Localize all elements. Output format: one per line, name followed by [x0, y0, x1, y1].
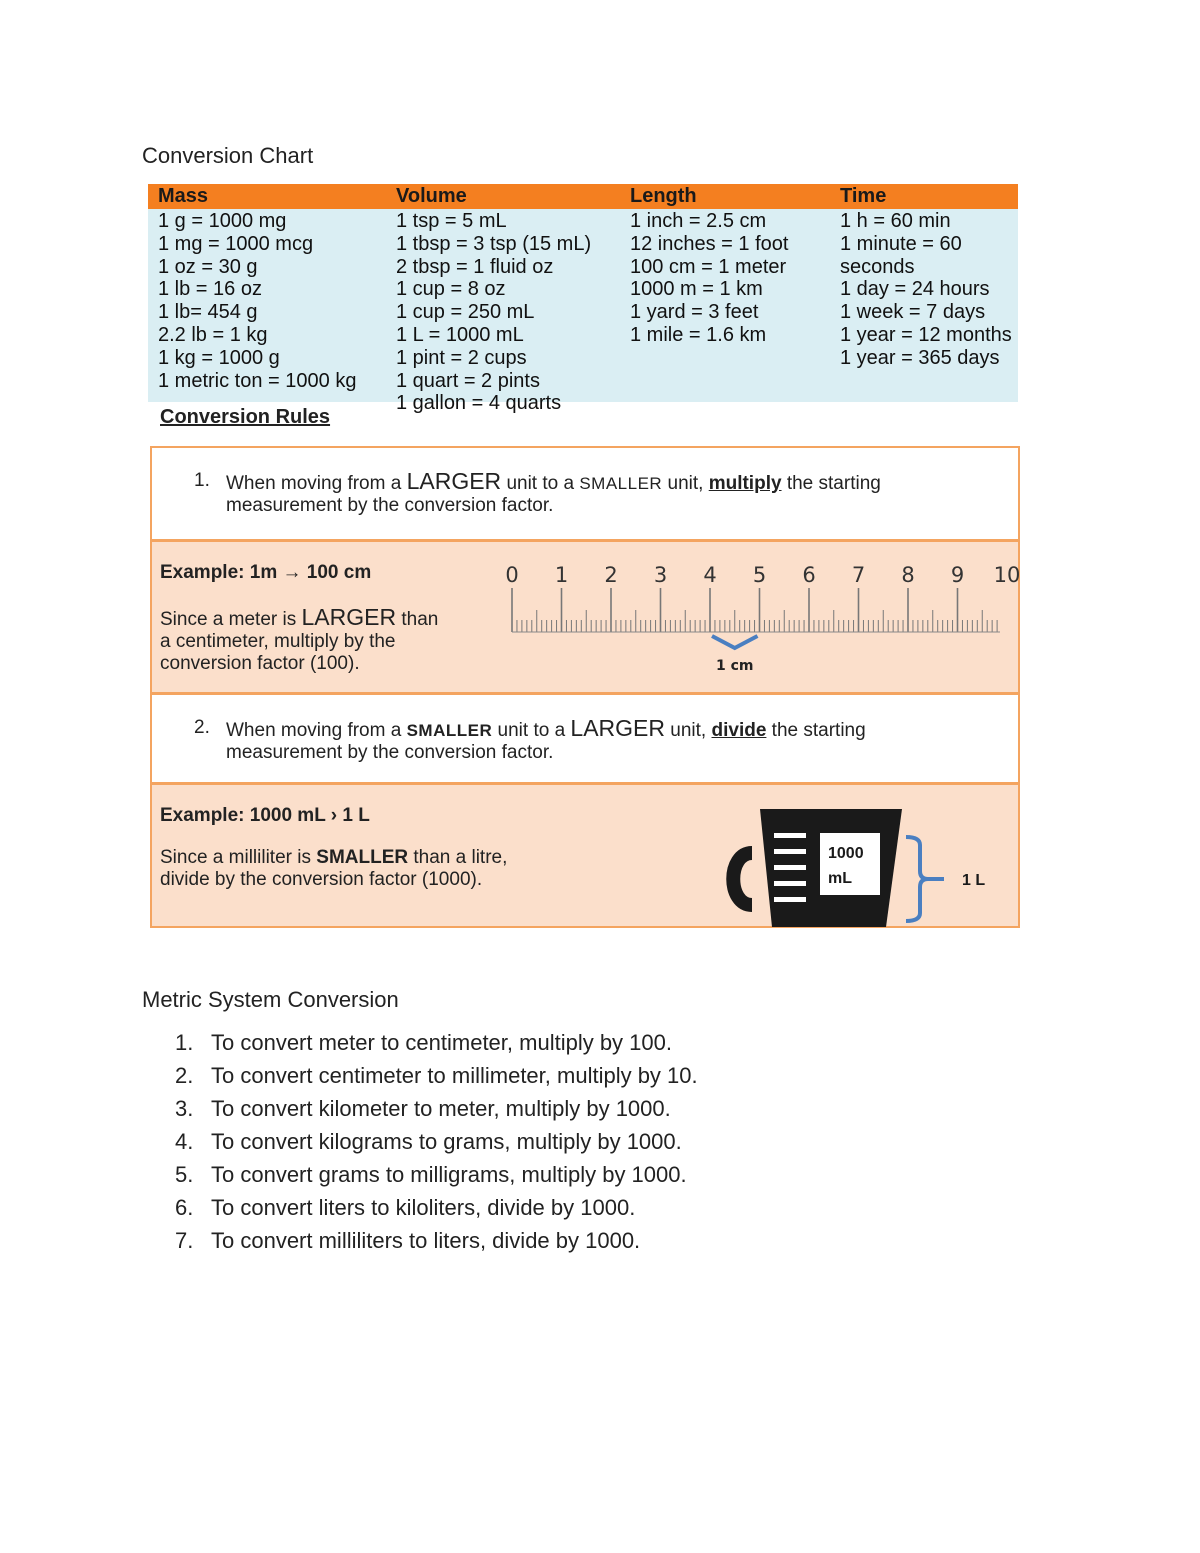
list-item: [175, 1160, 698, 1193]
ruler-label: 3: [653, 563, 668, 587]
conversion-table: [148, 184, 1018, 415]
table-cell: 1 year = 12 months: [840, 323, 1012, 346]
ruler-illustration: [500, 560, 1020, 680]
list-item-number: 2.: [175, 1063, 194, 1088]
list-item-text: To convert centimeter to millimeter, multiply by 10.: [211, 1063, 698, 1088]
table-cell: 1 tbsp = 3 tsp (15 mL): [396, 232, 592, 255]
ruler-label: 9: [950, 563, 965, 587]
ruler-label: 1: [554, 563, 569, 587]
metric-conversion-list: [175, 1028, 698, 1259]
example-2-box: [150, 783, 1020, 928]
ruler-cm-label: 1 cm: [715, 658, 754, 674]
example-1-text: [160, 606, 438, 675]
rule-2-box: [150, 693, 1020, 784]
rule-1-box: [150, 446, 1020, 541]
table-cell: 1 week = 7 days: [840, 301, 986, 324]
table-cell: 1 g = 1000 mg: [158, 210, 287, 232]
table-cell: 1 gallon = 4 quarts: [396, 392, 562, 415]
example-2-part: than a litre,: [408, 847, 508, 868]
list-item-number: 5.: [175, 1162, 194, 1187]
list-item-text: To convert meter to centimeter, multiply by 100.: [211, 1030, 672, 1055]
example-1-part: than: [396, 609, 439, 630]
ruler-label: 10: [993, 563, 1021, 587]
rule-1-number: 1.: [194, 470, 210, 491]
list-item: [175, 1127, 698, 1160]
table-cell: 1 minute = 60 seconds: [840, 232, 962, 278]
cup-label-ml: mL: [828, 870, 852, 887]
example-1-box: [150, 540, 1020, 694]
rule-2-divide: divide: [711, 720, 767, 741]
table-cell: 1 day = 24 hours: [840, 278, 990, 301]
ruler-label: 7: [851, 563, 866, 587]
list-item-text: To convert kilograms to grams, multiply by 1000.: [211, 1129, 682, 1154]
table-cell: 1 cup = 250 mL: [396, 301, 535, 324]
header-length: Length: [630, 185, 697, 207]
table-cell: 1 yard = 3 feet: [630, 301, 759, 324]
rule-2-text: [194, 717, 984, 764]
example-1-title: Example: 1m → 100 cm: [160, 562, 372, 583]
list-item-text: To convert kilometer to meter, multiply by 1000.: [211, 1096, 671, 1121]
list-item: [175, 1193, 698, 1226]
example-2-line-2: divide by the conversion factor (1000).: [160, 869, 483, 890]
list-item: [175, 1028, 698, 1061]
bracket-label-1l: 1 L: [962, 872, 986, 889]
rule-1-line-2: measurement by the conversion factor.: [226, 495, 554, 516]
table-cell: 1 year = 365 days: [840, 346, 1000, 369]
ruler-label: 5: [752, 563, 767, 587]
rule-2-part: unit,: [665, 720, 712, 741]
list-item-number: 4.: [175, 1129, 194, 1154]
example-2-part: Since a milliliter is: [160, 847, 317, 868]
rule-2-number: 2.: [194, 717, 210, 738]
rule-1-part: unit to a: [501, 473, 580, 494]
table-cell: 1 oz = 30 g: [158, 255, 258, 278]
bracket-shape: [906, 837, 928, 921]
list-item-number: 6.: [175, 1195, 194, 1220]
ruler-label: 8: [901, 563, 915, 587]
list-item-text: To convert milliliters to liters, divide by 1000.: [211, 1228, 641, 1253]
conversion-rules-title: Conversion Rules: [160, 406, 331, 428]
cup-label-1000: 1000: [828, 845, 864, 862]
conversion-chart-heading: Conversion Chart: [142, 143, 314, 168]
header-time: Time: [840, 185, 887, 207]
list-item-text: To convert grams to milligrams, multiply by 1000.: [211, 1162, 687, 1187]
list-item-number: 3.: [175, 1096, 194, 1121]
time-column: [840, 210, 1015, 370]
length-column: [630, 210, 788, 347]
table-cell: 1 h = 60 min: [840, 210, 951, 232]
rule-1-text: [194, 470, 984, 517]
header-mass: Mass: [158, 185, 209, 207]
table-cell: 1 lb = 16 oz: [158, 278, 262, 301]
list-item-number: 1.: [175, 1030, 194, 1055]
table-body: [148, 209, 1018, 415]
example-2-text: [160, 847, 507, 891]
list-item: [175, 1061, 698, 1094]
table-cell: 1 lb= 454 g: [158, 301, 258, 324]
volume-column: [396, 210, 591, 415]
table-cell: 1 metric ton = 1000 kg: [158, 369, 357, 392]
table-cell: 1 pint = 2 cups: [396, 346, 527, 369]
rule-2-part: unit to a: [492, 720, 571, 741]
example-1-line-2: a centimeter, multiply by the: [160, 631, 396, 652]
table-cell: 2.2 lb = 1 kg: [158, 323, 268, 346]
rule-2-line-2: measurement by the conversion factor.: [226, 742, 554, 763]
rule-1-part: When moving from a: [226, 473, 407, 494]
table-cell: 1 kg = 1000 g: [158, 346, 280, 369]
table-cell: 1 mile = 1.6 km: [630, 323, 767, 346]
rule-2-part: When moving from a: [226, 720, 407, 741]
table-cell: 1 tsp = 5 mL: [396, 210, 507, 232]
mass-column: [158, 210, 356, 392]
ruler-label: 0: [505, 563, 519, 587]
example-1-larger: LARGER: [301, 604, 397, 630]
ruler-label: 2: [604, 563, 618, 587]
list-item: [175, 1226, 698, 1259]
rule-2-part: the starting: [766, 720, 866, 741]
example-2-smaller: SMALLER: [316, 847, 409, 868]
list-item: [175, 1094, 698, 1127]
table-header-row: [148, 184, 1018, 209]
example-2-title: Example: 1000 mL › 1 L: [160, 805, 370, 826]
table-cell: 1 L = 1000 mL: [396, 323, 524, 346]
table-cell: 1 quart = 2 pints: [396, 369, 540, 392]
table-cell: 1 inch = 2.5 cm: [630, 210, 767, 232]
measuring-cup-illustration: [722, 805, 1012, 927]
rule-1-smaller: SMALLER: [579, 474, 663, 493]
list-item-number: 7.: [175, 1228, 194, 1253]
rule-1-part: unit,: [662, 473, 709, 494]
table-cell: 12 inches = 1 foot: [630, 232, 789, 255]
table-cell: 1 cup = 8 oz: [396, 278, 506, 301]
list-item-text: To convert liters to kiloliters, divide by 1000.: [211, 1195, 636, 1220]
measuring-cup-icon: [733, 809, 902, 927]
ruler-cm-marker: [712, 636, 758, 648]
rule-1-multiply: multiply: [708, 473, 782, 494]
table-cell: 2 tbsp = 1 fluid oz: [396, 255, 554, 278]
rule-1-larger: LARGER: [406, 468, 502, 494]
ruler-label: 4: [703, 563, 717, 587]
table-cell: 1000 m = 1 km: [630, 278, 763, 301]
rule-2-larger: LARGER: [570, 715, 666, 741]
example-1-part: Since a meter is: [160, 609, 302, 630]
example-1-line-3: conversion factor (100).: [160, 653, 360, 674]
metric-system-heading: Metric System Conversion: [142, 987, 399, 1012]
rule-2-smaller: SMALLER: [406, 721, 493, 740]
table-cell: 1 mg = 1000 mcg: [158, 232, 314, 255]
rule-1-part: the starting: [781, 473, 881, 494]
table-cell: 100 cm = 1 meter: [630, 255, 787, 278]
ruler-label: 6: [802, 563, 816, 587]
header-volume: Volume: [396, 185, 467, 207]
